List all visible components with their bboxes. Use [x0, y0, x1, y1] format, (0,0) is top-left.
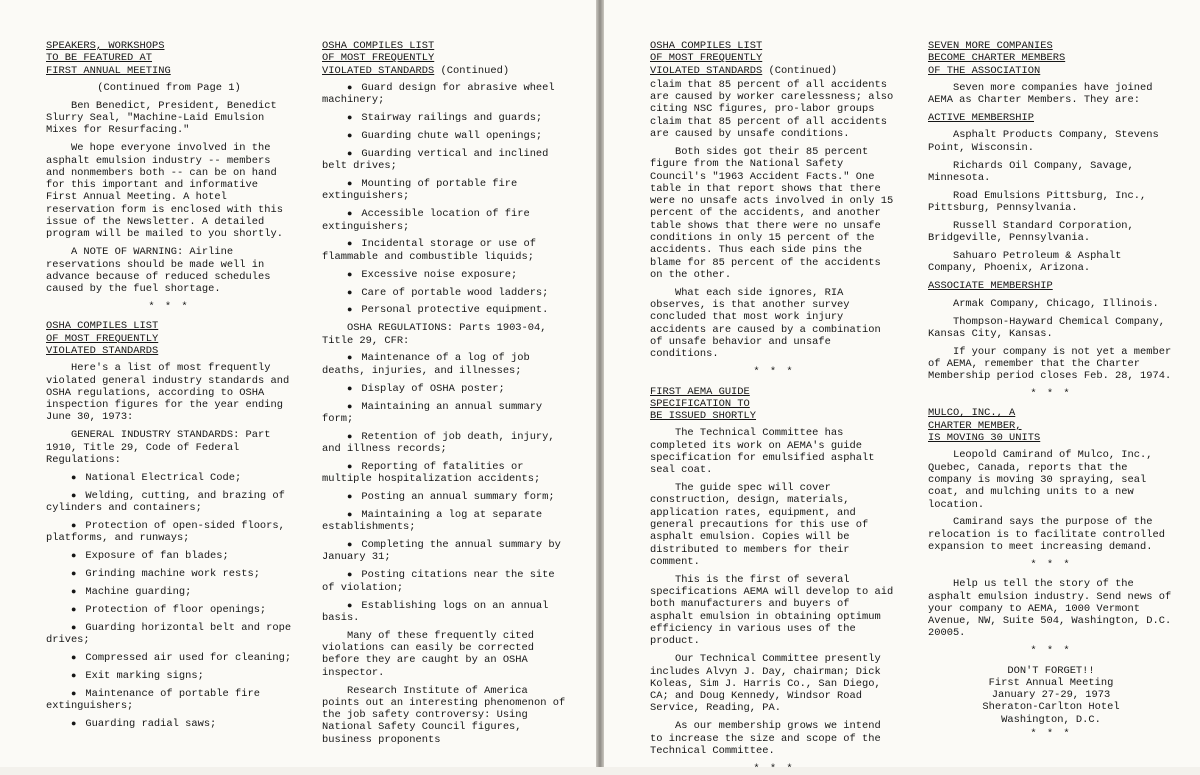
list-item: ● Protection of floor openings; — [46, 604, 292, 616]
section-divider: * * * — [1030, 645, 1072, 658]
list-item: ● Machine guarding; — [46, 586, 292, 598]
section-divider: * * * — [1030, 558, 1072, 571]
list-item: ● Establishing logs on an annual basis. — [322, 600, 570, 625]
speakers-headline-2: TO BE FEATURED AT — [46, 52, 153, 65]
list-item: ● Completing the annual summary by January 31; — [322, 539, 570, 564]
list-item: ● Maintenance of portable fire extinguishers; — [46, 688, 292, 713]
mulco-headline-3: IS MOVING 30 UNITS — [928, 432, 1041, 445]
osha-cont-headline-1: OSHA COMPILES LIST — [650, 40, 763, 52]
member-item: Thompson-Hayward Chemical Company, Kansas City, Kansas. — [928, 315, 1165, 340]
paragraph: What each side ignores, RIA observes, is that another survey concluded that most work injury accidents are caused by a combination of unsafe behavior and unsafe conditions. — [650, 286, 881, 361]
osha-cont-headline-2: OF MOST FREQUENTLY — [322, 52, 435, 65]
paragraph: If your company is not yet a member of AEMA, remember that the Charter Membership period closes Feb. 28, 1974. — [928, 345, 1172, 383]
osha-cont-headline-3 — [322, 65, 570, 77]
osha-cont-headline-3 — [650, 65, 898, 77]
guide-headline-2: SPECIFICATION TO — [650, 397, 750, 410]
charter-headline-3: OF THE ASSOCIATION — [928, 64, 1041, 77]
list-item: ● Guarding radial saws; — [46, 718, 292, 730]
paragraph: OSHA REGULATIONS: Parts 1903-04, Title 29, CFR: — [322, 322, 547, 347]
reminder-line: Washington, D.C. — [1001, 713, 1101, 726]
member-item: Armak Company, Chicago, Illinois. — [952, 297, 1159, 310]
list-item: ● Posting citations near the site of violation; — [322, 569, 570, 594]
list-item: ● Mounting of portable fire extinguishers; — [322, 178, 570, 203]
member-item: Asphalt Products Company, Stevens Point, Wisconsin. — [928, 129, 1159, 154]
column-4 — [928, 40, 1174, 767]
active-membership-label: ACTIVE MEMBERSHIP — [928, 112, 1035, 125]
associate-membership-label: ASSOCIATE MEMBERSHIP — [928, 280, 1053, 293]
reminder-line: Sheraton-Carlton Hotel — [982, 701, 1120, 714]
paragraph: As our membership grows we intend to increase the size and scope of the Technical Committee. — [650, 720, 881, 757]
list-item: ● Guarding vertical and inclined belt drives; — [322, 148, 570, 173]
paragraph: claim that 85 percent of all accidents are caused by worker carelessness; also citing NSC figures, pro-labor groups claim that 85 percent of all accidents are caused by unsafe conditions. — [650, 78, 894, 141]
list-item: ● National Electrical Code; — [46, 472, 292, 484]
member-item: Russell Standard Corporation, Bridgeville, Pennsylvania. — [928, 219, 1134, 245]
left-page — [0, 0, 596, 767]
column-3 — [650, 40, 898, 775]
list-item: ● Compressed air used for cleaning; — [46, 652, 292, 664]
list-item: ● Accessible location of fire extinguishers; — [322, 208, 570, 233]
list-item: ● Excessive noise exposure; — [322, 269, 570, 281]
reminder-line: DON'T FORGET!! — [1007, 664, 1095, 677]
list-item: ● Protection of open-sided floors, platforms, and runways; — [46, 520, 292, 545]
list-item: ● Guarding horizontal belt and rope drives; — [46, 622, 292, 647]
paragraph: Ben Benedict, President, Benedict Slurry Seal, "Machine-Laid Emulsion Mixes for Resurfacing." — [46, 99, 277, 137]
osha-cont-headline-2: OF MOST FREQUENTLY — [650, 52, 763, 65]
section-divider: * * * — [753, 762, 795, 775]
column-1 — [46, 40, 292, 767]
guide-headline-3: BE ISSUED SHORTLY — [650, 410, 757, 423]
mulco-headline-1: MULCO, INC., A — [928, 407, 1016, 420]
headline-text: VIOLATED STANDARDS — [322, 64, 435, 77]
list-item: ● Maintaining a log at separate establishments; — [322, 509, 570, 534]
continued-note: (Continued from Page 1) — [97, 81, 241, 94]
binding-gutter — [596, 0, 604, 767]
paragraph: A NOTE OF WARNING: Airline reservations should be made well in advance because of reduced schedules caused by the fuel shortage. — [46, 246, 271, 296]
reminder-line: January 27-29, 1973 — [991, 689, 1111, 702]
list-item: ● Maintaining an annual summary form; — [322, 401, 570, 426]
osha-headline-2: OF MOST FREQUENTLY — [46, 332, 159, 345]
list-item: ● Exit marking signs; — [46, 670, 292, 682]
list-item: ● Welding, cutting, and brazing of cylinders and containers; — [46, 490, 292, 515]
guide-headline-1: FIRST AEMA GUIDE — [650, 385, 750, 398]
list-item: ● Grinding machine work rests; — [46, 568, 292, 580]
list-item: ● Incidental storage or use of flammable and combustible liquids; — [322, 238, 570, 263]
list-item: ● Display of OSHA poster; — [322, 383, 570, 395]
paragraph: We hope everyone involved in the asphalt emulsion industry -- members and nonmembers both -- can be on hand for this important and informative First Annual Meeting. A hotel reservation form is enclosed with this issue of the Newsletter. A detailed program will be mailed to you shortly. — [46, 142, 283, 241]
paragraph: Both sides got their 85 percent figure from the National Safety Council's "1963 Accident Facts." One table in that report shows that there were no unsafe acts involved in only 15 percent of the accidents, and another table shows that there were no unsafe conditions in only 15 percent of the accidents. Thus each side pins the blame for 85 percent of the accidents on the other. — [650, 145, 894, 281]
continued-label: (Continued) — [440, 64, 510, 77]
paragraph: Our Technical Committee presently includes Alvyn J. Day, chairman; Dick Koleas, Sim J. Harris Co., San Diego, CA; and Doug Kennedy, Windsor Road Service, Reading, PA. — [650, 653, 881, 715]
section-divider: * * * — [1030, 388, 1072, 401]
speakers-headline-3: FIRST ANNUAL MEETING — [46, 64, 171, 77]
list-item: ● Stairway railings and guards; — [322, 112, 570, 124]
osha-cont-headline-1: OSHA COMPILES LIST — [322, 40, 435, 52]
continued-label: (Continued) — [768, 64, 838, 77]
column-2 — [322, 40, 570, 767]
paragraph: Leopold Camirand of Mulco, Inc., Quebec, Canada, reports that the company is moving 30 spraying, seal coat, and mulching units to a new location. — [928, 449, 1153, 511]
paragraph: Research Institute of America points out an interesting phenomenon of the job safety controversy: Using National Safety Council figures, business proponents — [322, 684, 566, 746]
paragraph: The guide spec will cover construction, design, materials, application rates, equipment, and general precautions for this use of asphalt emulsion. Copies will be distributed to members for their comment. — [650, 482, 869, 568]
list-item: ● Reporting of fatalities or multiple hospitalization accidents; — [322, 461, 570, 486]
paragraph: The Technical Committee has completed its work on AEMA's guide specification for emulsified asphalt seal coat. — [650, 427, 875, 477]
member-item: Sahuaro Petroleum & Asphalt Company, Phoenix, Arizona. — [928, 250, 1122, 275]
section-divider: * * * — [753, 366, 795, 379]
paragraph: Camirand says the purpose of the relocation is to facilitate controlled expansion to meet increasing demand. — [928, 516, 1165, 554]
list-item: ● Personal protective equipment. — [322, 304, 570, 316]
paragraph: Here's a list of most frequently violated general industry standards and OSHA regulations, according to OSHA inspection figures for the year ending June 30, 1973: — [46, 362, 290, 424]
list-item: ● Posting an annual summary form; — [322, 491, 570, 503]
paragraph: This is the first of several specifications AEMA will develop to aid both manufacturers and buyers of asphalt emulsion in obtaining optimum efficiency in various uses of the product. — [650, 573, 894, 648]
paragraph: Many of these frequently cited violations can easily be corrected before they are caught by an OSHA inspector. — [322, 629, 535, 679]
reminder-line: First Annual Meeting — [988, 676, 1114, 689]
list-item: ● Exposure of fan blades; — [46, 550, 292, 562]
list-item: ● Care of portable wood ladders; — [322, 287, 570, 299]
list-item: ● Guarding chute wall openings; — [322, 130, 570, 142]
headline-text: VIOLATED STANDARDS — [650, 64, 763, 77]
paragraph: Help us tell the story of the asphalt emulsion industry. Send news of your company to AEMA, 1000 Vermont Avenue, NW, Suite 504, Washington, D.C. 20005. — [928, 578, 1172, 640]
osha-headline-1: OSHA COMPILES LIST — [46, 320, 159, 333]
right-page — [604, 0, 1200, 775]
paragraph: GENERAL INDUSTRY STANDARDS: Part 1910, Title 29, Code of Federal Regulations: — [46, 429, 271, 466]
member-item: Road Emulsions Pittsburg, Inc., Pittsburg, Pennsylvania. — [928, 189, 1147, 215]
section-divider: * * * — [1030, 728, 1072, 741]
mulco-headline-2: CHARTER MEMBER, — [928, 419, 1022, 432]
charter-headline-1: SEVEN MORE COMPANIES — [928, 40, 1053, 52]
member-item: Richards Oil Company, Savage, Minnesota. — [928, 159, 1134, 184]
section-divider: * * * — [148, 301, 190, 314]
speakers-headline-1: SPEAKERS, WORKSHOPS — [46, 40, 165, 52]
list-item: ● Guard design for abrasive wheel machinery; — [322, 82, 570, 107]
paragraph: Seven more companies have joined AEMA as Charter Members. They are: — [928, 81, 1153, 107]
osha-headline-3: VIOLATED STANDARDS — [46, 344, 159, 357]
list-item: ● Retention of job death, injury, and illness records; — [322, 431, 570, 456]
list-item: ● Maintenance of a log of job deaths, injuries, and illnesses; — [322, 352, 570, 377]
charter-headline-2: BECOME CHARTER MEMBERS — [928, 52, 1066, 65]
